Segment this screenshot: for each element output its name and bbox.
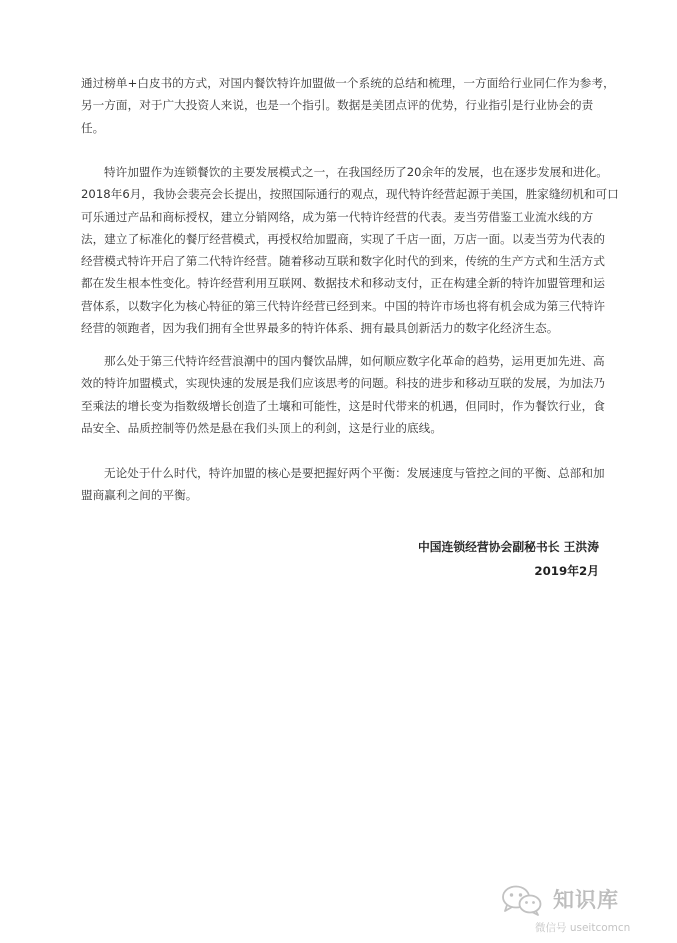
text-line: 可乐通过产品和商标授权，建立分销网络，成为第一代特许经营的代表。麦当劳借鉴工业流水线的方	[81, 209, 594, 224]
signature-date: 2019年2月	[534, 564, 599, 578]
text-line: 通过榜单+白皮书的方式，对国内餐饮特许加盟做一个系统的总结和梳理，一方面给行业同仁作为参考，	[81, 76, 615, 90]
text-line: 无论处于什么时代，特许加盟的核心是要把握好两个平衡：发展速度与管控之间的平衡、总部和加	[104, 466, 605, 480]
signature-name: 中国连锁经营协会副秘书长 王洪涛	[417, 540, 599, 554]
paragraph-balance	[81, 462, 605, 507]
text-line: 任。	[81, 120, 105, 135]
text-line: 营体系，以数字化为核心特征的第三代特许经营已经到来。中国的特许市场也将有机会成为第三代特许	[81, 298, 605, 313]
text-line: 经营模式特许开启了第二代特许经营。随着移动互联和数字化时代的到来，传统的生产方式和生活方式	[81, 254, 605, 269]
watermark-brand: 知识库	[553, 888, 619, 912]
text-line: 盟商赢利之间的平衡。	[81, 488, 198, 503]
text-line: 法，建立了标准化的餐厅经营模式，再授权给加盟商，实现了千店一面，万店一面。以麦当劳为代表的	[81, 231, 605, 246]
wechat-icon	[499, 884, 547, 916]
paragraph-franchise-history	[81, 161, 619, 339]
text-line: 另一方面，对于广大投资人来说，也是一个指引。数据是美团点评的优势，行业指引是行业协会的责	[81, 98, 594, 113]
text-line: 至乘法的增长变为指数级增长创造了土壤和可能性，这是时代带来的机遇，但同时，作为餐饮行业，食	[81, 398, 605, 413]
watermark	[499, 882, 669, 938]
text-line: 效的特许加盟模式，实现快速的发展是我们应该思考的问题。科技的进步和移动互联的发展，为加法乃	[81, 376, 605, 391]
text-line: 那么处于第三代特许经营浪潮中的国内餐饮品牌，如何顺应数字化革命的趋势，运用更加先进、高	[104, 354, 605, 368]
paragraph-third-generation	[81, 350, 605, 439]
text-line: 特许加盟作为连锁餐饮的主要发展模式之一，在我国经历了20余年的发展，也在逐步发展和进化。	[104, 165, 608, 179]
paragraph-intro	[81, 72, 615, 139]
watermark-account: 微信号 useitcomcn	[535, 922, 631, 934]
text-line: 2018年6月，我协会裴亮会长提出，按照国际通行的观点，现代特许经营起源于美国，胜家缝纫机和可口	[81, 187, 619, 202]
text-line: 品安全、品质控制等仍然是悬在我们头顶上的利剑，这是行业的底线。	[81, 420, 442, 435]
text-line: 经营的领跑者，因为我们拥有全世界最多的特许体系、拥有最具创新活力的数字化经济生态。	[81, 321, 559, 336]
text-line: 都在发生根本性变化。特许经营利用互联网、数据技术和移动支付，正在构建全新的特许加盟管理和运	[81, 276, 605, 291]
